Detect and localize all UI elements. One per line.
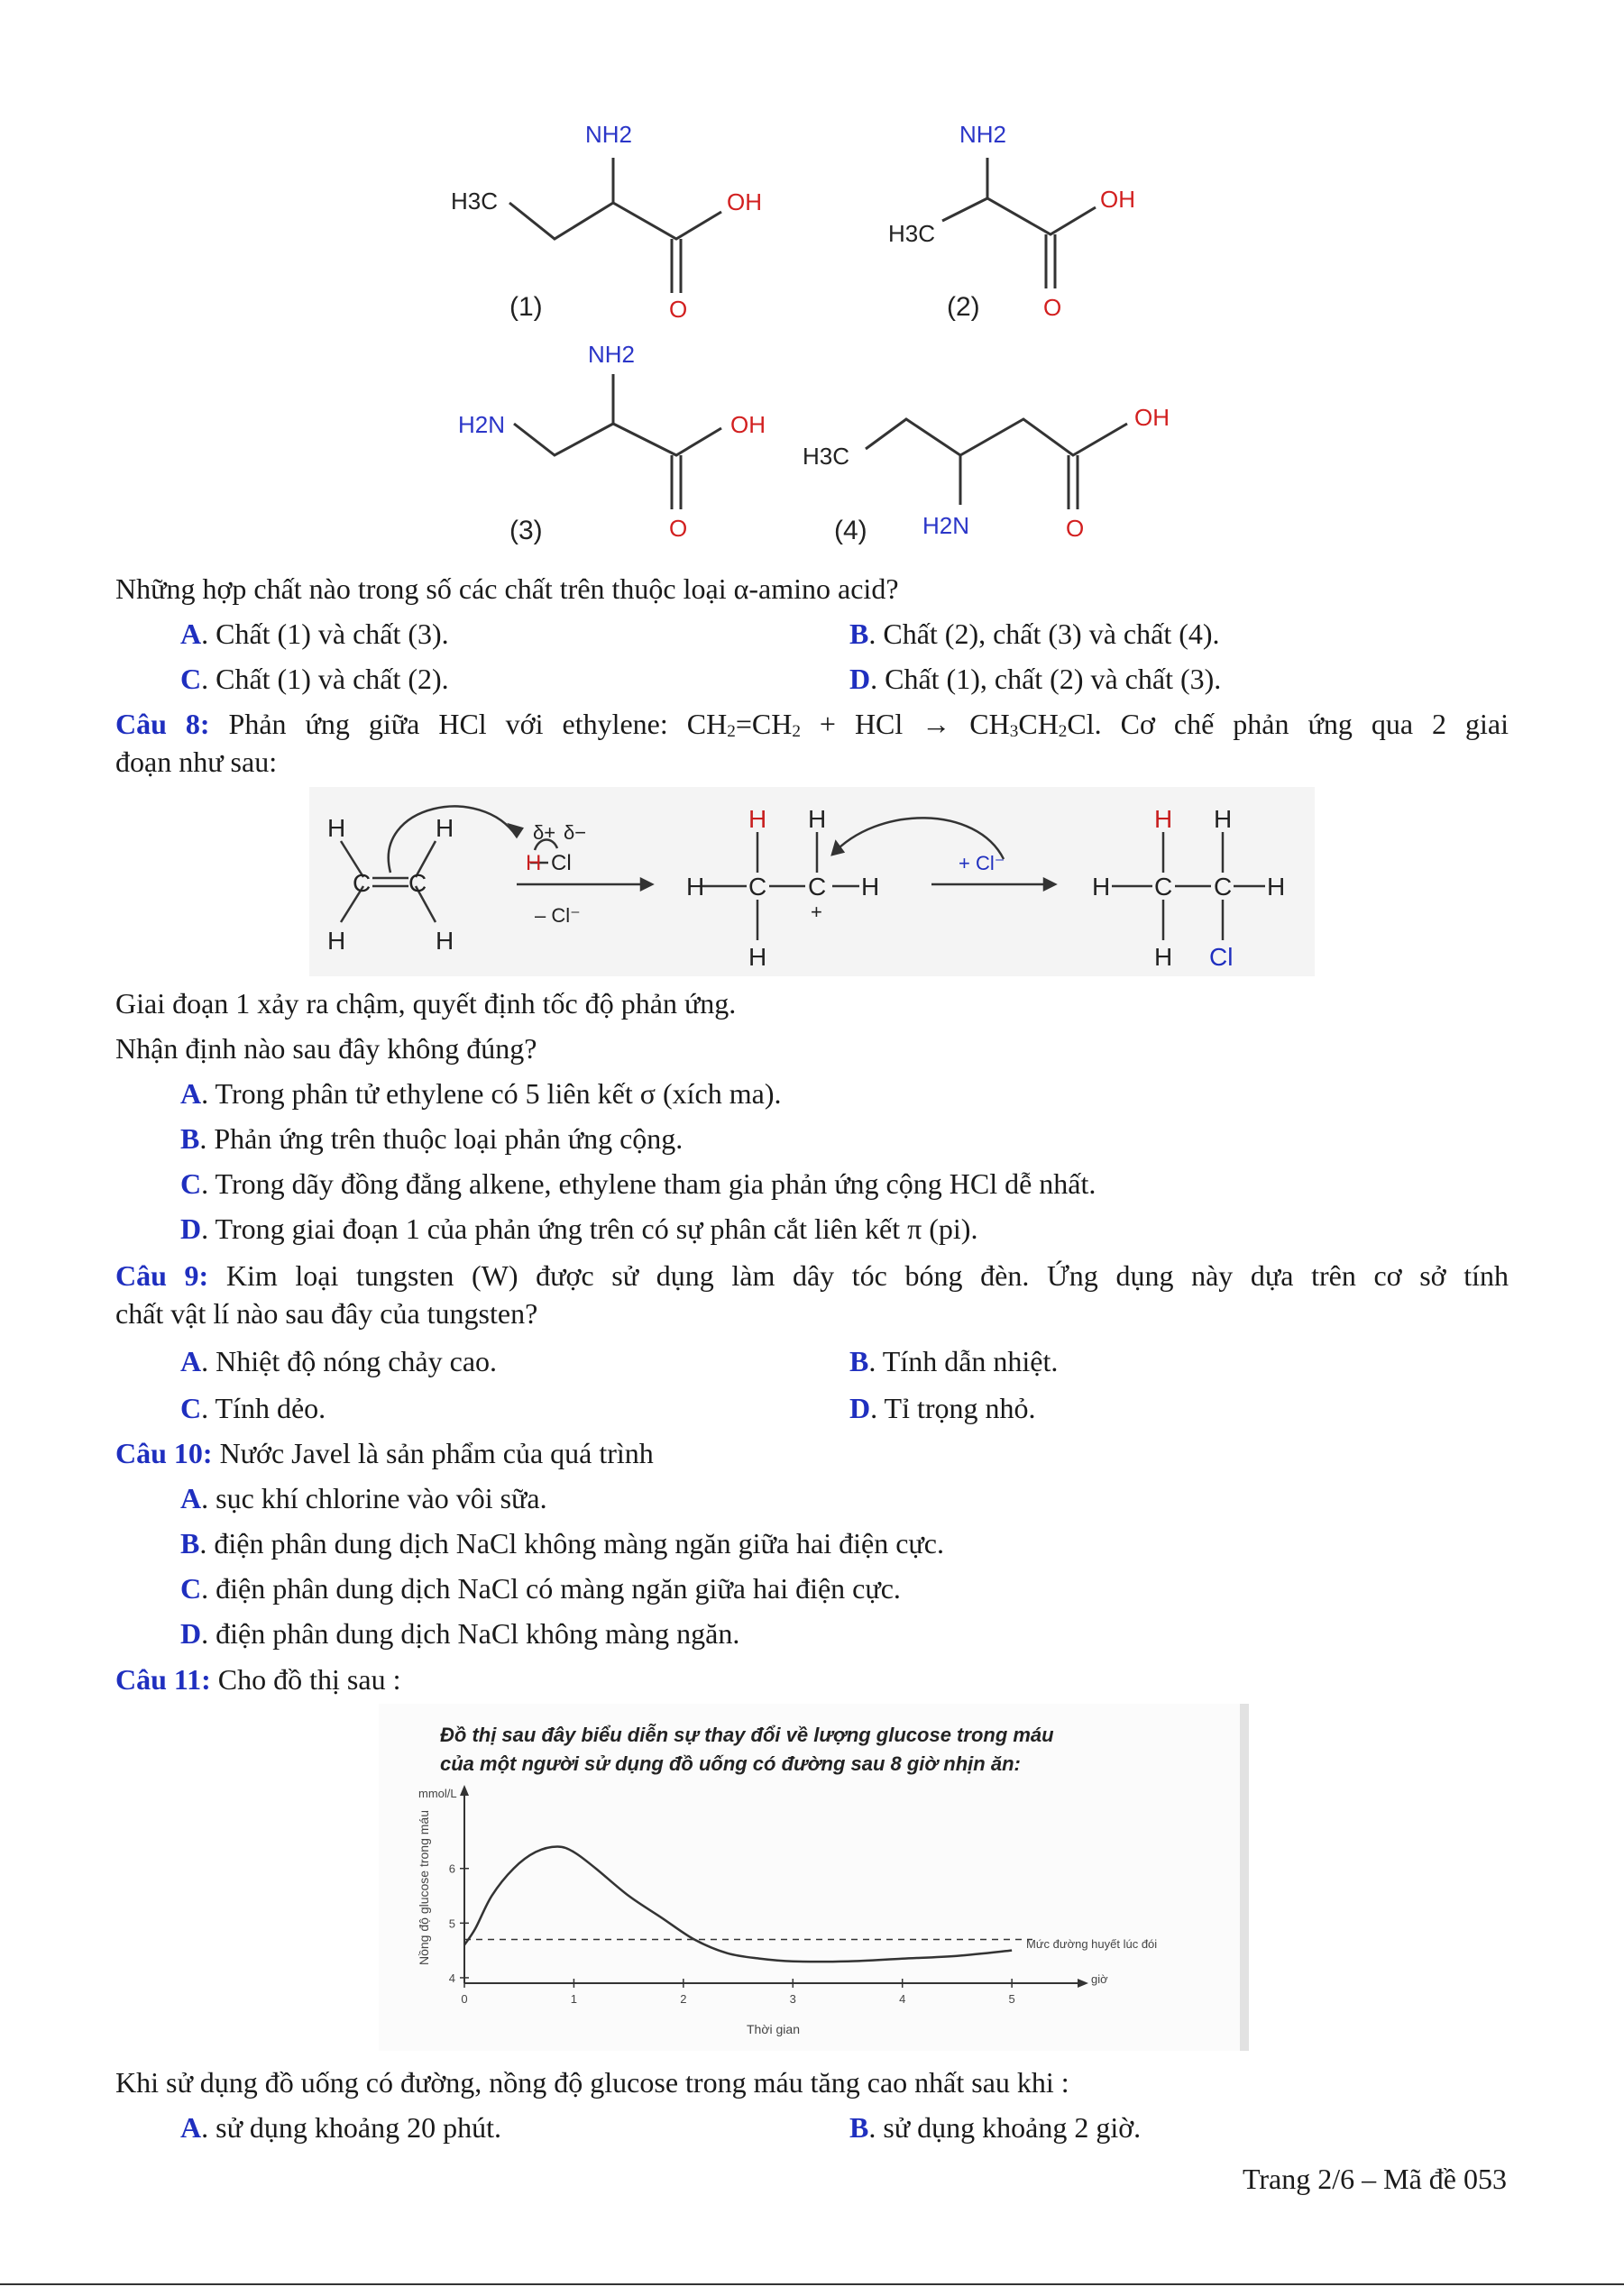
- o-label-2: O: [1043, 294, 1062, 321]
- atom-h: H: [861, 873, 880, 901]
- atom-c: C: [408, 869, 427, 897]
- question-label: Câu 11:: [115, 1663, 211, 1696]
- option-letter: B: [849, 2111, 869, 2144]
- option-text: . Tỉ trọng nhỏ.: [870, 1392, 1036, 1424]
- h2n-label-3: H2N: [458, 411, 506, 438]
- atom-h: H: [686, 873, 705, 901]
- atom-h: H: [436, 814, 454, 842]
- q9-text: Kim loại tungsten (W) được sử dụng làm dây tóc bóng đèn. Ứng dụng này dựa trên cơ sở tính: [208, 1259, 1509, 1292]
- y-tick-label: 6: [448, 1861, 455, 1876]
- atom-h: H: [1214, 805, 1233, 833]
- option-text: . Chất (1), chất (2) và chất (3).: [870, 663, 1222, 695]
- q9-stem-line2: chất vật lí nào sau đây của tungsten?: [115, 1297, 538, 1330]
- o-label-1: O: [669, 296, 688, 323]
- h3c-label-1: H3C: [451, 188, 499, 215]
- option-text: . Nhiệt độ nóng chảy cao.: [201, 1345, 498, 1377]
- option-letter: B: [180, 1122, 200, 1155]
- q11-option-b[interactable]: [849, 2109, 1141, 2145]
- atom-h: H: [748, 943, 767, 971]
- option-letter: B: [849, 617, 869, 650]
- question-label: Câu 8:: [115, 708, 210, 740]
- carbocation-charge: +: [811, 901, 822, 923]
- atom-c: C: [1154, 873, 1173, 901]
- q10-stem: [115, 1435, 654, 1471]
- molecule-label-2: (2): [947, 292, 980, 322]
- q10-option-a[interactable]: [180, 1480, 547, 1516]
- option-letter: A: [180, 2111, 202, 2144]
- molecule-label-4: (4): [834, 516, 867, 545]
- option-letter: D: [180, 1617, 202, 1650]
- q8-option-d[interactable]: [180, 1211, 977, 1247]
- option-text: . sục khí chlorine vào vôi sữa.: [201, 1482, 547, 1514]
- q11-question: Khi sử dụng đồ uống có đường, nồng độ glucose trong máu tăng cao nhất sau khi :: [115, 2066, 1069, 2099]
- q10-option-b[interactable]: [180, 1525, 944, 1561]
- delta-plus: δ+: [533, 821, 556, 844]
- option-text: . Tính dẻo.: [201, 1392, 326, 1424]
- option-letter: C: [180, 1392, 202, 1424]
- x-tick-label: 0: [461, 1992, 468, 2006]
- subscript: 2: [727, 721, 736, 741]
- q8-option-b[interactable]: [180, 1121, 683, 1157]
- option-text: . Tính dẫn nhiệt.: [868, 1345, 1059, 1377]
- option-text: . điện phân dung dịch NaCl không màng ngăn.: [201, 1617, 740, 1650]
- nh2-label-1: NH2: [584, 121, 633, 148]
- option-letter: A: [180, 1482, 202, 1514]
- q7-question: Những hợp chất nào trong số các chất trên thuộc loại α-amino acid?: [115, 572, 899, 605]
- option-text: . sử dụng khoảng 20 phút.: [201, 2111, 501, 2144]
- o-label-3: O: [669, 515, 688, 542]
- atom-h-red: H: [526, 851, 542, 875]
- atom-c: C: [808, 873, 827, 901]
- q11-text: Cho đồ thị sau :: [210, 1663, 401, 1696]
- bottom-rule: [0, 2283, 1624, 2285]
- option-letter: C: [180, 1167, 202, 1200]
- atom-h: H: [1154, 943, 1173, 971]
- molecule-label-1: (1): [509, 292, 543, 322]
- q8-option-c[interactable]: [180, 1166, 1096, 1202]
- y-tick-label: 5: [448, 1916, 455, 1931]
- subscript: 2: [1058, 721, 1068, 741]
- q10-option-d[interactable]: [180, 1615, 739, 1651]
- q10-text: Nước Javel là sản phẩm của quá trình: [212, 1437, 654, 1469]
- oh-label-1: OH: [727, 188, 762, 215]
- q9-option-b[interactable]: [849, 1343, 1058, 1379]
- atom-c: C: [748, 873, 767, 901]
- q11-option-a[interactable]: [180, 2109, 501, 2145]
- x-tick-label: 1: [570, 1992, 578, 2006]
- q7-option-d[interactable]: [849, 661, 1221, 697]
- atom-h-red: H: [748, 805, 767, 833]
- option-text: . sử dụng khoảng 2 giờ.: [868, 2111, 1142, 2144]
- x-tick-label: 5: [1008, 1992, 1015, 2006]
- option-text: . Chất (1) và chất (3).: [201, 617, 449, 650]
- option-letter: C: [180, 663, 202, 695]
- q8-text: Cl. Cơ chế phản ứng qua 2 giai: [1067, 708, 1509, 740]
- option-text: . Trong dãy đồng đẳng alkene, ethylene tham gia phản ứng cộng HCl dễ nhất.: [201, 1167, 1096, 1200]
- q9-option-d[interactable]: [849, 1390, 1036, 1426]
- plus-chloride-label: + Cl⁻: [959, 852, 1005, 874]
- h2n-label-4: H2N: [922, 512, 970, 539]
- question-label: Câu 10:: [115, 1437, 213, 1469]
- option-letter: C: [180, 1572, 202, 1605]
- q7-option-c[interactable]: [180, 661, 449, 697]
- q8-text: =CH: [735, 708, 793, 740]
- y-axis-label: Nồng độ glucose trong máu: [417, 1810, 431, 1965]
- q11-stem: [115, 1661, 400, 1697]
- x-unit-label: giờ: [1091, 1972, 1108, 1986]
- page-footer: Trang 2/6 – Mã đề 053: [1242, 2163, 1507, 2195]
- reference-line-label: Mức đường huyết lúc đói: [1026, 1937, 1158, 1951]
- o-label-4: O: [1066, 515, 1085, 542]
- q8-note: Giai đoạn 1 xảy ra chậm, quyết định tốc độ phản ứng.: [115, 987, 737, 1020]
- y-unit-label: mmol/L: [418, 1787, 457, 1800]
- option-text: . điện phân dung dịch NaCl có màng ngăn giữa hai điện cực.: [201, 1572, 901, 1605]
- q9-option-a[interactable]: [180, 1343, 497, 1379]
- q8-stem-line2: đoạn như sau:: [115, 746, 278, 778]
- q9-option-c[interactable]: [180, 1390, 326, 1426]
- atom-h: H: [327, 927, 346, 955]
- q8-text: Phản ứng giữa HCl với ethylene: CH: [209, 708, 728, 740]
- x-tick-label: 2: [680, 1992, 687, 2006]
- option-letter: A: [180, 1077, 202, 1110]
- option-letter: A: [180, 617, 202, 650]
- atom-h: H: [327, 814, 346, 842]
- q10-option-c[interactable]: [180, 1570, 901, 1606]
- chart-subtitle: của một người sử dụng đồ uống có đường sau 8 giờ nhịn ăn:: [440, 1752, 1021, 1775]
- option-text: . Trong giai đoạn 1 của phản ứng trên có sự phân cắt liên kết π (pi).: [201, 1212, 978, 1245]
- oh-label-2: OH: [1100, 186, 1135, 213]
- delta-minus: δ−: [564, 821, 587, 844]
- atom-c: C: [1214, 873, 1233, 901]
- option-text: . Phản ứng trên thuộc loại phản ứng cộng.: [199, 1122, 684, 1155]
- reaction-mechanism-diagram: [309, 787, 1315, 976]
- atom-h: H: [808, 805, 827, 833]
- option-letter: B: [849, 1345, 869, 1377]
- atom-h: H: [1092, 873, 1111, 901]
- minus-chloride-label: – Cl⁻: [535, 904, 581, 927]
- chart-title: Đồ thị sau đây biểu diễn sự thay đổi về lượng glucose trong máu: [440, 1724, 1054, 1746]
- option-text: . Chất (1) và chất (2).: [201, 663, 449, 695]
- atom-h-red: H: [1154, 805, 1173, 833]
- h3c-label-2: H3C: [888, 220, 936, 247]
- x-axis-label: Thời gian: [747, 2022, 800, 2036]
- oh-label-3: OH: [730, 411, 766, 438]
- atom-cl: Cl: [551, 851, 572, 875]
- atom-c: C: [353, 869, 372, 897]
- q8-option-a[interactable]: [180, 1075, 781, 1111]
- option-letter: D: [180, 1212, 202, 1245]
- x-tick-label: 4: [899, 1992, 906, 2006]
- glucose-chart: [379, 1704, 1249, 2051]
- atom-h: H: [436, 927, 454, 955]
- option-letter: D: [849, 1392, 871, 1424]
- subscript: 3: [1009, 721, 1019, 741]
- q7-option-b[interactable]: [849, 616, 1220, 652]
- option-text: . điện phân dung dịch NaCl không màng ngăn giữa hai điện cực.: [199, 1527, 944, 1560]
- amino-acid-structures: [433, 108, 1208, 568]
- nh2-label-2: NH2: [959, 121, 1007, 148]
- q8-stem-line1: [115, 706, 1509, 750]
- q7-option-a[interactable]: [180, 616, 449, 652]
- h3c-label-4: H3C: [803, 443, 850, 470]
- x-tick-label: 3: [789, 1992, 796, 2006]
- q8-text: + HCl → CH: [800, 708, 1010, 740]
- atom-cl: Cl: [1209, 943, 1234, 971]
- option-letter: A: [180, 1345, 202, 1377]
- option-text: . Chất (2), chất (3) và chất (4).: [868, 617, 1220, 650]
- molecule-label-3: (3): [509, 516, 543, 545]
- option-text: . Trong phân tử ethylene có 5 liên kết σ (xích ma).: [201, 1077, 782, 1110]
- nh2-label-3: NH2: [587, 341, 636, 368]
- y-tick-label: 4: [448, 1971, 455, 1985]
- q8-text: CH: [1018, 708, 1059, 740]
- option-letter: D: [849, 663, 871, 695]
- question-label: Câu 9:: [115, 1259, 209, 1292]
- chart-edge-shadow: [1240, 1704, 1249, 2051]
- q9-stem-line1: [115, 1258, 1509, 1294]
- option-letter: B: [180, 1527, 200, 1560]
- q8-question: Nhận định nào sau đây không đúng?: [115, 1032, 537, 1065]
- subscript: 2: [792, 721, 801, 741]
- atom-h: H: [1267, 873, 1286, 901]
- oh-label-4: OH: [1134, 404, 1170, 431]
